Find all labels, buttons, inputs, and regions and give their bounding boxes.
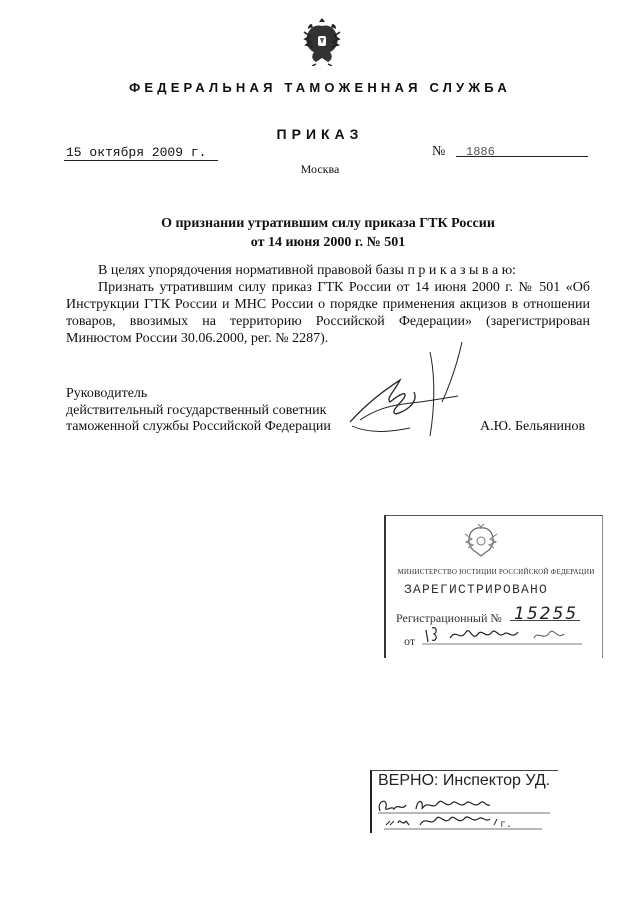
document-number: 1886: [466, 145, 495, 159]
signatory-name: А.Ю. Бельянинов: [480, 419, 586, 434]
document-number-label: №: [432, 144, 446, 159]
document-body: [66, 262, 590, 347]
agency-name: ФЕДЕРАЛЬНАЯ ТАМОЖЕННАЯ СЛУЖБА: [129, 80, 511, 95]
stamp-handwritten-date: [422, 624, 582, 652]
verified-stamp-handwriting: [372, 791, 558, 833]
body-paragraph-1: В целях упорядочения нормативной правовой базы п р и к а з ы в а ю:: [98, 263, 517, 278]
signatory-title: [66, 386, 331, 436]
signatory-line-1: Руководитель: [66, 386, 148, 401]
verified-stamp-year-suffix: г.: [500, 820, 513, 831]
title-line-1: О признании утратившим силу приказа ГТК России: [161, 216, 495, 231]
verified-stamp-title: ВЕРНО: Инспектор УД.: [378, 772, 551, 789]
title-line-2: от 14 июня 2000 г. № 501: [250, 235, 406, 250]
stamp-eagle-emblem-icon: [462, 522, 500, 562]
double-headed-eagle-emblem-icon: [300, 14, 344, 66]
handwritten-signature: [330, 340, 520, 450]
registration-stamp: [384, 515, 603, 658]
verified-copy-stamp: [370, 770, 558, 833]
signatory-line-2: действительный государственный советник: [66, 402, 327, 418]
stamp-date-label: от: [404, 634, 416, 648]
document-title: [60, 214, 596, 252]
document-date: 15 октября 2009 г.: [64, 146, 218, 161]
signatory-line-3: таможенной службы Российской Федерации: [66, 419, 331, 434]
stamp-ministry: МИНИСТЕРСТВО ЮСТИЦИИ РОССИЙСКОЙ ФЕДЕРАЦИИ: [397, 568, 595, 576]
stamp-registration-label: Регистрационный №: [396, 611, 502, 625]
body-paragraph-2: Признать утратившим силу приказ ГТК России от 14 июня 2000 г. № 501 «Об Инструкции ГТК России и МНС России о порядке применения акцизов в отношении товаров, ввозимых на территорию Российской Федерации» (зарегистрирован Минюстом России 30.06.2000, рег. № 2287).: [66, 280, 590, 346]
stamp-registered-title: ЗАРЕГИСТРИРОВАНО: [404, 582, 549, 597]
document-city: Москва: [300, 162, 340, 176]
stamp-registration-number: 15255: [514, 604, 579, 624]
document-type: ПРИКАЗ: [276, 126, 364, 142]
